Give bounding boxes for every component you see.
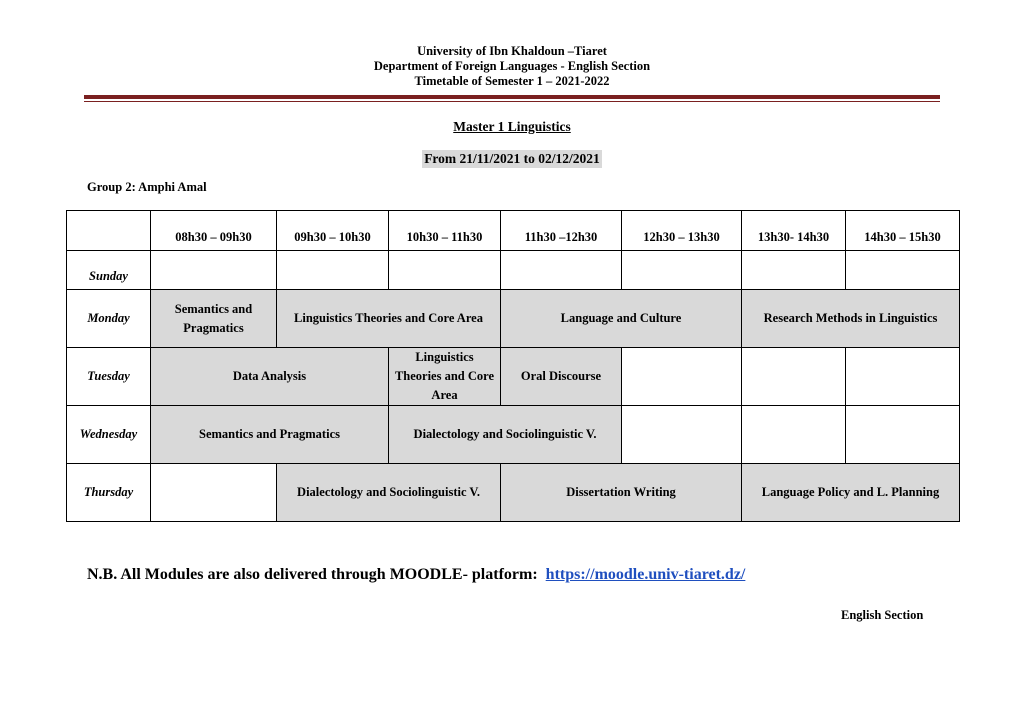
footer-signature: English Section [841, 608, 924, 622]
moodle-note [87, 566, 745, 584]
slot-header: 11h30 –12h30 [501, 211, 622, 251]
day-tuesday: Tuesday [67, 348, 151, 406]
timetable-title: Timetable of Semester 1 – 2021-2022 [414, 74, 610, 88]
class-cell: Language Policy and L. Planning [742, 464, 960, 522]
class-cell: Dissertation Writing [501, 464, 742, 522]
empty-cell [742, 348, 846, 406]
class-cell: Semantics and Pragmatics [151, 290, 277, 348]
row-thursday [67, 464, 960, 522]
day-sunday: Sunday [67, 251, 151, 290]
class-cell: Research Methods in Linguistics [742, 290, 960, 348]
corner-cell [67, 211, 151, 251]
group-label: Group 2: Amphi Amal [87, 180, 207, 194]
day-wednesday: Wednesday [67, 406, 151, 464]
row-tuesday [67, 348, 960, 406]
document-header [0, 44, 1024, 89]
timetable-table [66, 210, 960, 522]
header-rule-thin [84, 101, 940, 102]
class-cell: Dialectology and Sociolinguistic V. [389, 406, 622, 464]
empty-cell [846, 406, 960, 464]
slot-header: 08h30 – 09h30 [151, 211, 277, 251]
class-cell: Linguistics Theories and Core Area [277, 290, 501, 348]
empty-cell [277, 251, 389, 290]
empty-cell [389, 251, 501, 290]
row-wednesday [67, 406, 960, 464]
university-name: University of Ibn Khaldoun –Tiaret [417, 44, 607, 58]
empty-cell [846, 348, 960, 406]
slot-header: 12h30 – 13h30 [622, 211, 742, 251]
header-row [67, 211, 960, 251]
empty-cell [151, 464, 277, 522]
header-rule-thick [84, 95, 940, 99]
date-range: From 21/11/2021 to 02/12/2021 [424, 151, 600, 166]
class-cell: Oral Discourse [501, 348, 622, 406]
class-cell: Semantics and Pragmatics [151, 406, 389, 464]
empty-cell [501, 251, 622, 290]
note-text: N.B. All Modules are also delivered through MOODLE- platform: [87, 566, 538, 583]
row-sunday [67, 251, 960, 290]
empty-cell [742, 406, 846, 464]
class-cell: Dialectology and Sociolinguistic V. [277, 464, 501, 522]
moodle-link[interactable]: https://moodle.univ-tiaret.dz/ [545, 566, 746, 583]
slot-header: 13h30- 14h30 [742, 211, 846, 251]
slot-header: 10h30 – 11h30 [389, 211, 501, 251]
day-thursday: Thursday [67, 464, 151, 522]
class-cell: Data Analysis [151, 348, 389, 406]
empty-cell [151, 251, 277, 290]
empty-cell [622, 348, 742, 406]
row-monday [67, 290, 960, 348]
empty-cell [846, 251, 960, 290]
date-range-wrapper [0, 150, 1024, 168]
master-title: Master 1 Linguistics [453, 119, 571, 134]
empty-cell [622, 251, 742, 290]
empty-cell [742, 251, 846, 290]
department-name: Department of Foreign Languages - English Section [373, 59, 651, 73]
slot-header: 14h30 – 15h30 [846, 211, 960, 251]
empty-cell [622, 406, 742, 464]
day-monday: Monday [67, 290, 151, 348]
slot-header: 09h30 – 10h30 [277, 211, 389, 251]
class-cell: Language and Culture [501, 290, 742, 348]
class-cell: Linguistics Theories and Core Area [389, 348, 501, 406]
